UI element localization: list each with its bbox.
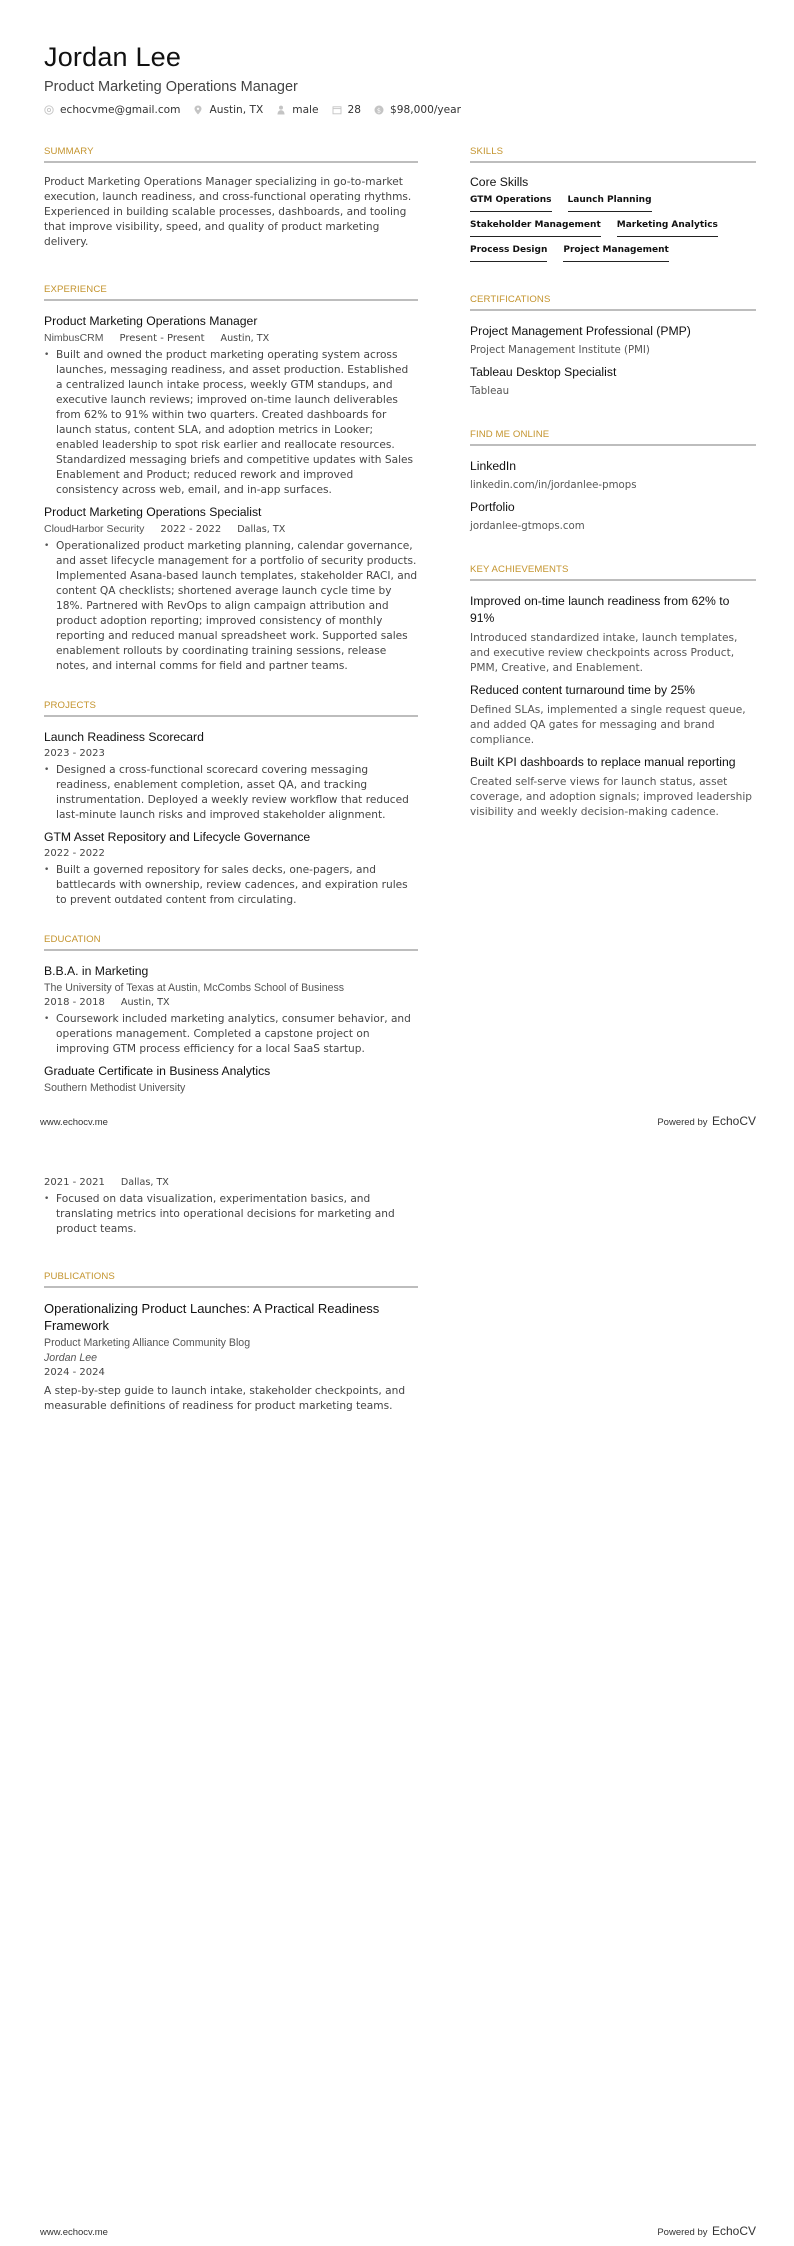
contact-age-value: 28 xyxy=(347,104,362,116)
contact-gender xyxy=(276,104,318,116)
online-link-portfolio[interactable]: jordanlee-gtmops.com xyxy=(470,521,585,532)
brand-name[interactable]: EchoCV xyxy=(711,2224,756,2238)
certification-issuer: Project Management Institute (PMI) xyxy=(470,345,650,356)
skill-tag: Project Management xyxy=(563,243,668,262)
contact-row xyxy=(44,104,474,116)
section-title-online: FIND ME ONLINE xyxy=(470,429,756,446)
job-dates: Present - Present xyxy=(119,333,205,344)
contact-email-value: echocvme@gmail.com xyxy=(60,104,181,116)
right-column xyxy=(470,146,756,846)
publication-publisher: Product Marketing Alliance Community Blog xyxy=(44,1337,251,1349)
dollar-icon xyxy=(374,105,384,115)
contact-salary xyxy=(374,104,461,116)
publication-title: Operationalizing Product Launches: A Practical Readiness Framework xyxy=(44,1301,380,1333)
education-entry-continued xyxy=(44,1177,418,1237)
left-column xyxy=(44,146,418,1120)
section-title-projects: PROJECTS xyxy=(44,700,418,717)
candidate-title: Product Marketing Operations Manager xyxy=(44,79,298,95)
certification-name: Tableau Desktop Specialist xyxy=(470,365,617,379)
achievement-title: Built KPI dashboards to replace manual reporting xyxy=(470,755,736,769)
skill-tag: Marketing Analytics xyxy=(617,218,718,237)
powered-by-label: Powered by xyxy=(657,1117,708,1128)
section-title-education: EDUCATION xyxy=(44,934,418,951)
achievement-description: Defined SLAs, implemented a single request queue, and added QA gates for messaging and brand compliance. xyxy=(470,704,746,746)
education-bullet: • Coursework included marketing analytics, consumer behavior, and operations management. Completed a capstone project on improving GTM process efficiency for a local SaaS startup. xyxy=(44,1012,418,1057)
candidate-name: Jordan Lee xyxy=(44,42,182,72)
education-bullets xyxy=(44,1192,418,1237)
experience-section xyxy=(44,284,418,674)
publication-description: A step-by-step guide to launch intake, stakeholder checkpoints, and measurable definitions of readiness for product marketing teams. xyxy=(44,1385,406,1412)
skill-tag: Process Design xyxy=(470,243,547,262)
education-entry xyxy=(44,1063,418,1094)
at-icon xyxy=(44,105,54,115)
company-name: CloudHarbor Security xyxy=(44,523,145,535)
degree-name: Graduate Certificate in Business Analytics xyxy=(44,1064,271,1078)
education-dates: 2021 - 2021 xyxy=(44,1177,105,1188)
education-location: Austin, TX xyxy=(120,997,170,1008)
contact-gender-value: male xyxy=(292,104,319,116)
calendar-icon xyxy=(332,105,342,115)
online-label-portfolio: Portfolio xyxy=(470,500,515,514)
education-meta xyxy=(44,997,418,1008)
job-bullets xyxy=(44,539,418,674)
publications-section xyxy=(44,1271,418,1414)
section-title-publications: PUBLICATIONS xyxy=(44,1271,418,1288)
page-footer xyxy=(40,1112,756,1130)
footer-url[interactable]: www.echocv.me xyxy=(40,2227,108,2238)
brand-name[interactable]: EchoCV xyxy=(711,1114,756,1128)
project-entry xyxy=(44,829,418,908)
job-bullet: • Operationalized product marketing planning, calendar governance, and asset lifecycle management for a portfolio of security products. Implemented Asana-based launch templates, stakeholder RACI, and content QA checklists; shortened average launch cycle time by 18%. Partnered with RevOps to align campaign attribution and product adoption reporting; improved consistency of monthly reporting and reduced manual spreadsheet work. Supported sales enablement rollouts by coordinating training sessions, release notes, and internal comms for field and partner teams. xyxy=(44,539,418,674)
job-meta xyxy=(44,523,418,535)
certifications-section xyxy=(470,294,756,399)
summary-section xyxy=(44,146,418,250)
skill-group-title: Core Skills xyxy=(470,175,529,189)
education-bullets xyxy=(44,1012,418,1057)
resume-page-2 xyxy=(0,1140,794,2246)
project-bullet: • Built a governed repository for sales decks, one-pagers, and battlecards with ownership, review cadences, and expiration rules to prevent outdated content from circulating. xyxy=(44,863,418,908)
project-bullets xyxy=(44,863,418,908)
section-title-certifications: CERTIFICATIONS xyxy=(470,294,756,311)
resume-header xyxy=(44,42,474,116)
job-title: Product Marketing Operations Specialist xyxy=(44,505,262,519)
job-title: Product Marketing Operations Manager xyxy=(44,314,258,328)
location-pin-icon xyxy=(193,105,203,115)
left-column-continued xyxy=(44,1174,418,1440)
achievement-description: Created self-serve views for launch status, asset coverage, and adoption signals; improved leadership visibility and weekly decision-making cadence. xyxy=(470,776,753,818)
footer-url[interactable]: www.echocv.me xyxy=(40,1117,108,1128)
experience-entry xyxy=(44,504,418,674)
online-link-linkedin[interactable]: linkedin.com/in/jordanlee-pmops xyxy=(470,480,637,491)
skill-tag: GTM Operations xyxy=(470,193,552,212)
skill-tag: Launch Planning xyxy=(568,193,652,212)
achievement-title: Reduced content turnaround time by 25% xyxy=(470,683,695,697)
skill-list xyxy=(470,193,756,268)
skills-section xyxy=(470,146,756,268)
job-location: Austin, TX xyxy=(220,333,270,344)
project-dates: 2022 - 2022 xyxy=(44,848,105,859)
online-section xyxy=(470,429,756,534)
degree-name: B.B.A. in Marketing xyxy=(44,964,149,978)
achievement-title: Improved on-time launch readiness from 62% to 91% xyxy=(470,594,730,625)
project-entry xyxy=(44,729,418,823)
school-name: Southern Methodist University xyxy=(44,1082,186,1094)
company-name: NimbusCRM xyxy=(44,332,104,344)
powered-by-label: Powered by xyxy=(657,2227,708,2238)
contact-salary-value: $98,000/year xyxy=(390,104,462,116)
education-meta xyxy=(44,1177,418,1188)
contact-location xyxy=(193,104,263,116)
footer-powered xyxy=(657,2222,756,2240)
job-bullet: • Built and owned the product marketing operating system across launches, messaging readiness, and asset production. Established a centralized launch intake process, weekly GTM standups, and executive launch reviews; improved on-time launch deliverables from 62% to 91% within two quarters. Created dashboards for launch status, content SLA, and adoption metrics in Looker; enabled leadership to spot risk earlier and reallocate resources. Standardized messaging briefs and competitive updates with Sales Enablement and Product; reduced rework and improved consistency across web, email, and in-app surfaces. xyxy=(44,348,418,498)
education-dates: 2018 - 2018 xyxy=(44,997,105,1008)
section-title-experience: EXPERIENCE xyxy=(44,284,418,301)
online-label-linkedin: LinkedIn xyxy=(470,459,517,473)
achievements-section xyxy=(470,564,756,820)
svg-text:$: $ xyxy=(376,106,382,115)
job-meta xyxy=(44,332,418,344)
job-location: Dallas, TX xyxy=(237,524,286,535)
certification-issuer: Tableau xyxy=(470,386,510,397)
section-title-achievements: KEY ACHIEVEMENTS xyxy=(470,564,756,581)
education-section xyxy=(44,934,418,1094)
section-title-skills: SKILLS xyxy=(470,146,756,163)
experience-entry xyxy=(44,313,418,498)
projects-section xyxy=(44,700,418,908)
education-bullet: • Focused on data visualization, experimentation basics, and translating metrics into operational decisions for marketing and product teams. xyxy=(44,1192,418,1237)
contact-age xyxy=(332,104,361,116)
section-title-summary: SUMMARY xyxy=(44,146,418,163)
project-name: GTM Asset Repository and Lifecycle Governance xyxy=(44,830,311,844)
project-bullets xyxy=(44,763,418,823)
education-entry xyxy=(44,963,418,1057)
job-dates: 2022 - 2022 xyxy=(160,524,222,535)
page-footer xyxy=(40,2222,756,2240)
achievement-description: Introduced standardized intake, launch templates, and executive review checkpoints across Product, PMM, Creative, and Enablement. xyxy=(470,632,738,674)
publication-author: Jordan Lee xyxy=(44,1352,98,1364)
publication-dates: 2024 - 2024 xyxy=(44,1367,105,1378)
project-name: Launch Readiness Scorecard xyxy=(44,730,204,744)
project-dates: 2023 - 2023 xyxy=(44,748,105,759)
contact-location-value: Austin, TX xyxy=(209,104,264,116)
skill-tag: Stakeholder Management xyxy=(470,218,601,237)
certification-name: Project Management Professional (PMP) xyxy=(470,324,691,338)
project-bullet: • Designed a cross-functional scorecard covering messaging readiness, enablement completion, asset QA, and tracking instrumentation. Deployed a weekly review workflow that reduced last-minute launch risks and improved stakeholder alignment. xyxy=(44,763,418,823)
education-location: Dallas, TX xyxy=(120,1177,169,1188)
summary-text: Product Marketing Operations Manager specializing in go-to-market execution, launch readiness, and cross-functional operating rhythms. Experienced in building scalable processes, dashboards, and tooling that improve visibility, speed, and quality of product marketing delivery. xyxy=(44,176,412,248)
school-name: The University of Texas at Austin, McCombs School of Business xyxy=(44,982,345,994)
contact-email xyxy=(44,104,180,116)
footer-powered xyxy=(657,1112,756,1130)
job-bullets xyxy=(44,348,418,498)
person-icon xyxy=(276,105,286,115)
